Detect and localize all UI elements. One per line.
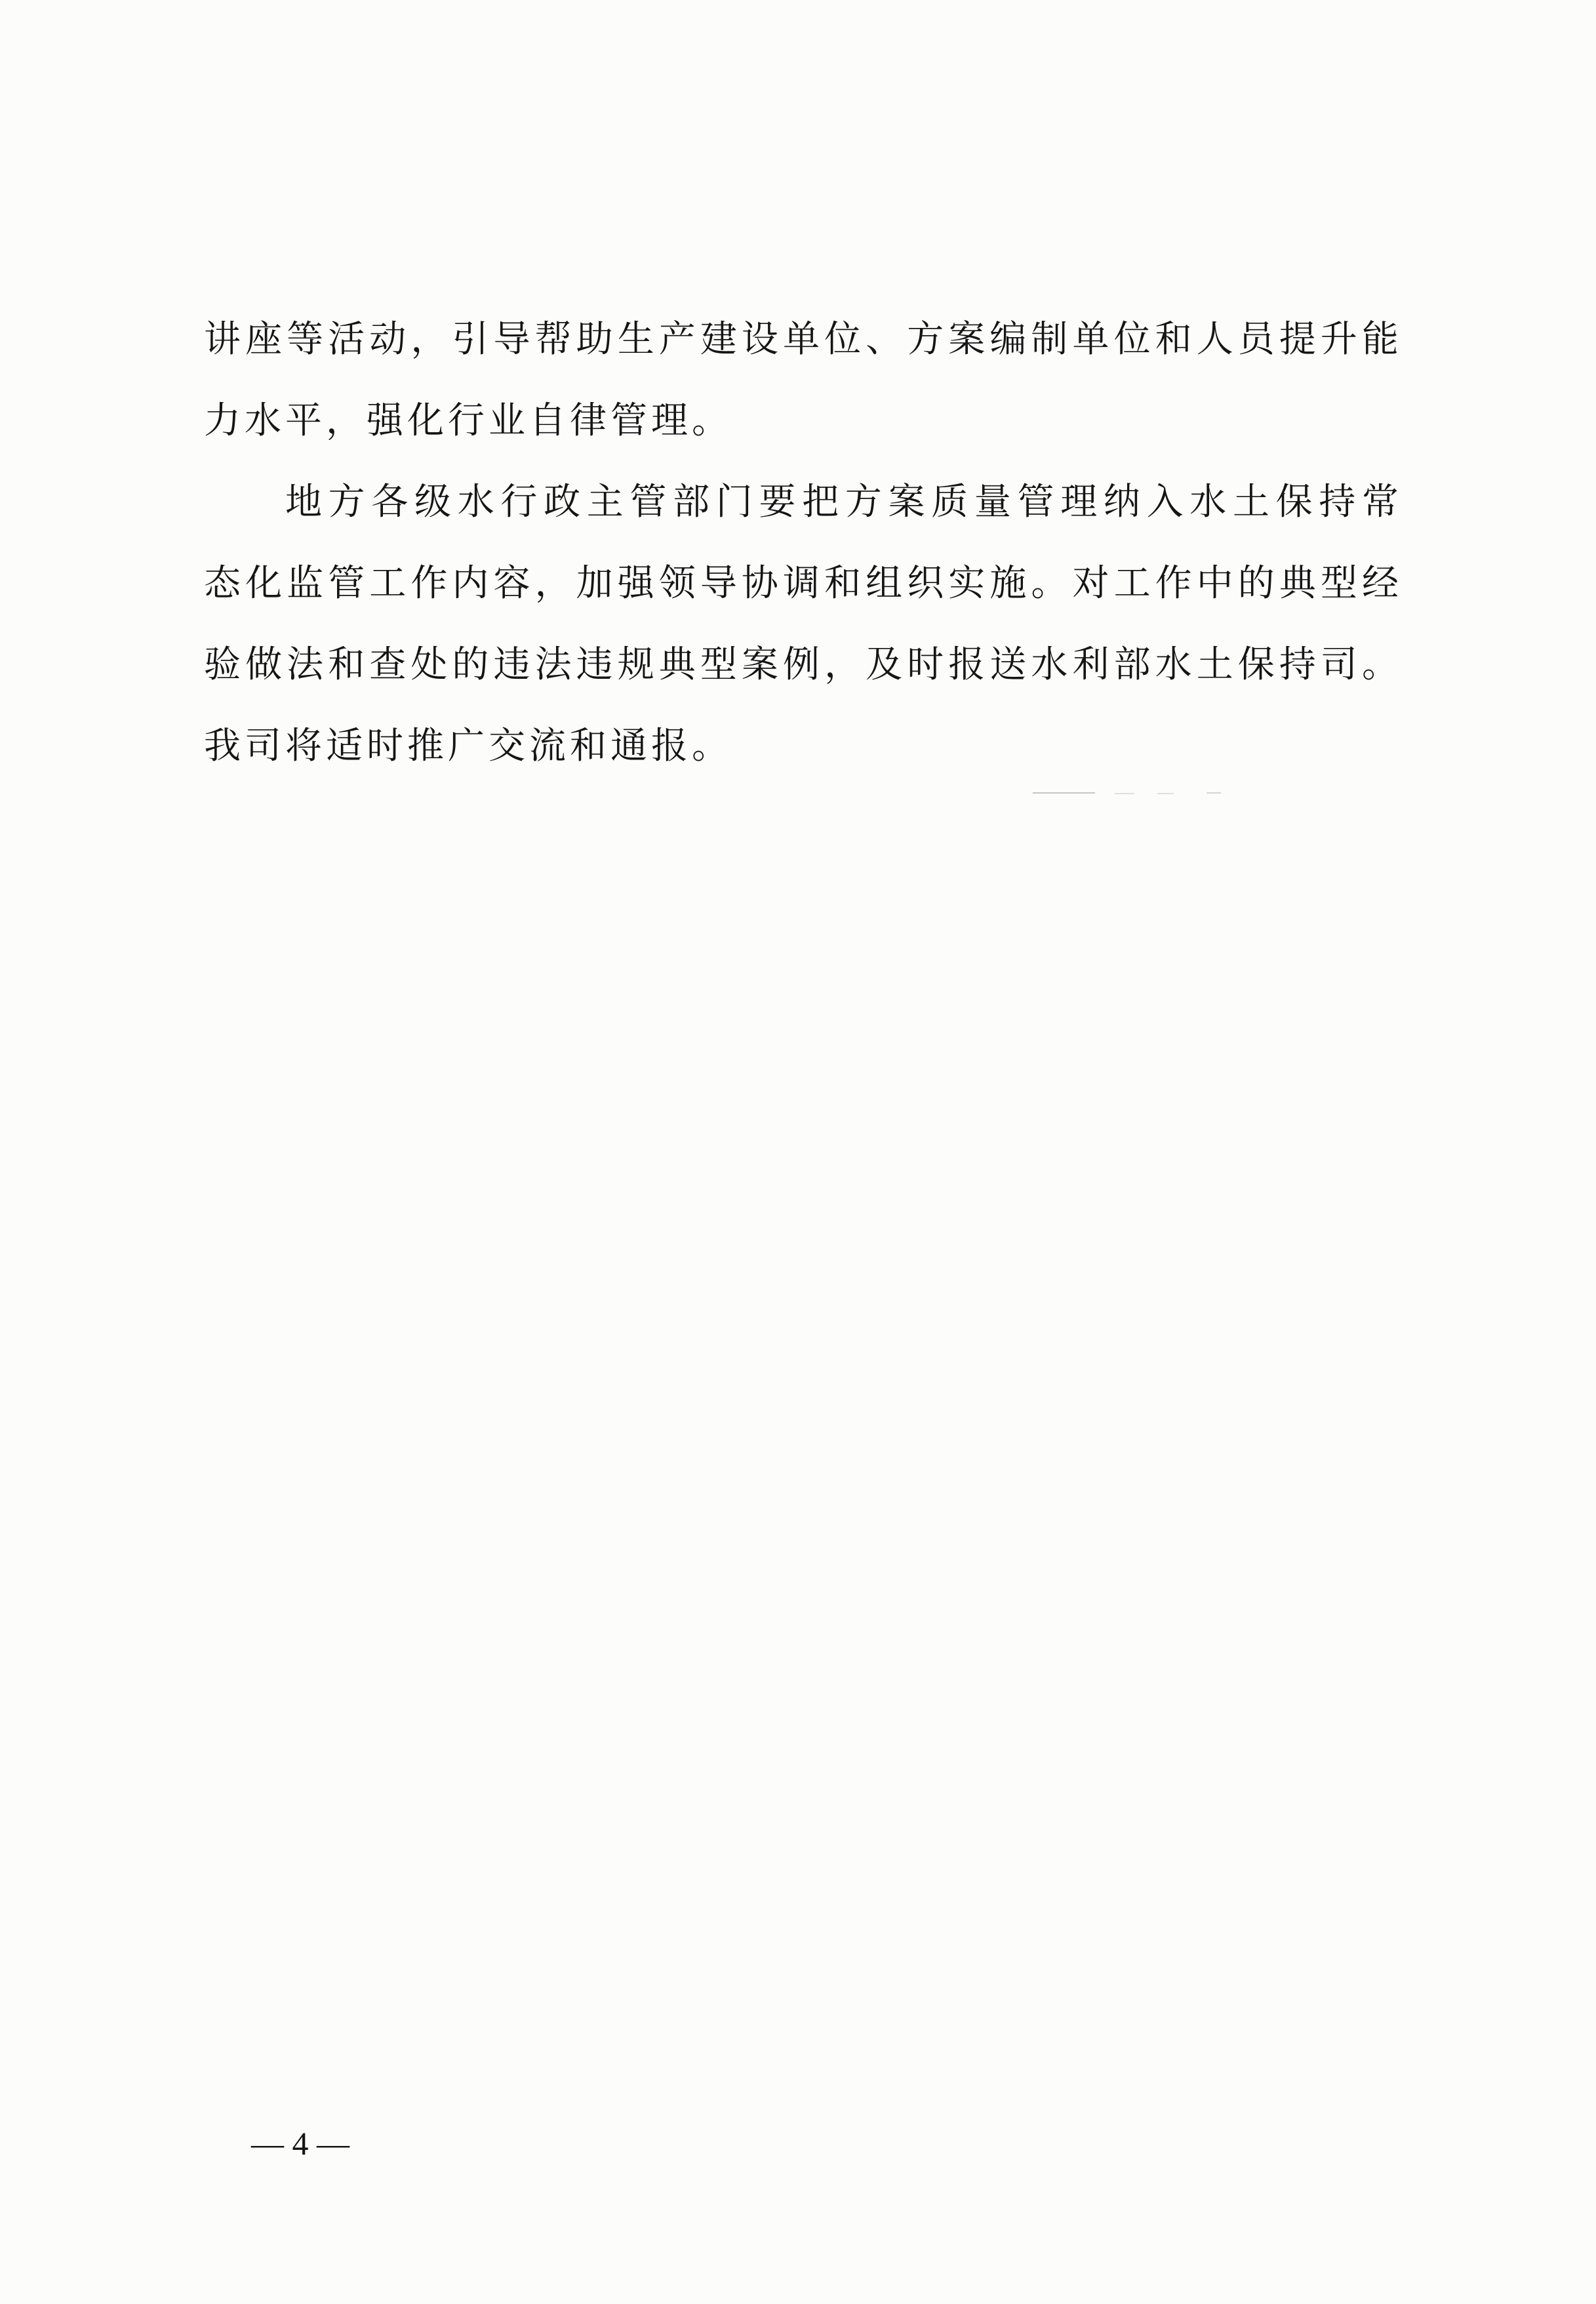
scan-artifact-line (1157, 793, 1174, 794)
document-body (204, 299, 1399, 787)
paragraph-line: 我司将适时推广交流和通报。 (204, 725, 732, 767)
page-number: — 4 — (251, 2125, 349, 2162)
paragraph-2 (204, 462, 1399, 787)
paragraph-line: 态化监管工作内容，加强领导协调和组织实施。对工作中的典型经 (204, 562, 1399, 605)
paragraph-line: 讲座等活动，引导帮助生产建设单位、方案编制单位和人员提升能 (204, 318, 1399, 361)
paragraph-line: 验做法和查处的违法违规典型案例，及时报送水利部水土保持司。 (204, 643, 1399, 686)
paragraph-line: 力水平，强化行业自律管理。 (204, 399, 732, 442)
scan-artifact-line (1115, 793, 1134, 794)
paragraph-1 (204, 299, 1399, 462)
paragraph-line: 地方各级水行政主管部门要把方案质量管理纳入水土保持常 (285, 481, 1399, 523)
scan-artifact-line (1033, 792, 1095, 794)
scan-artifact-line (1207, 792, 1221, 794)
